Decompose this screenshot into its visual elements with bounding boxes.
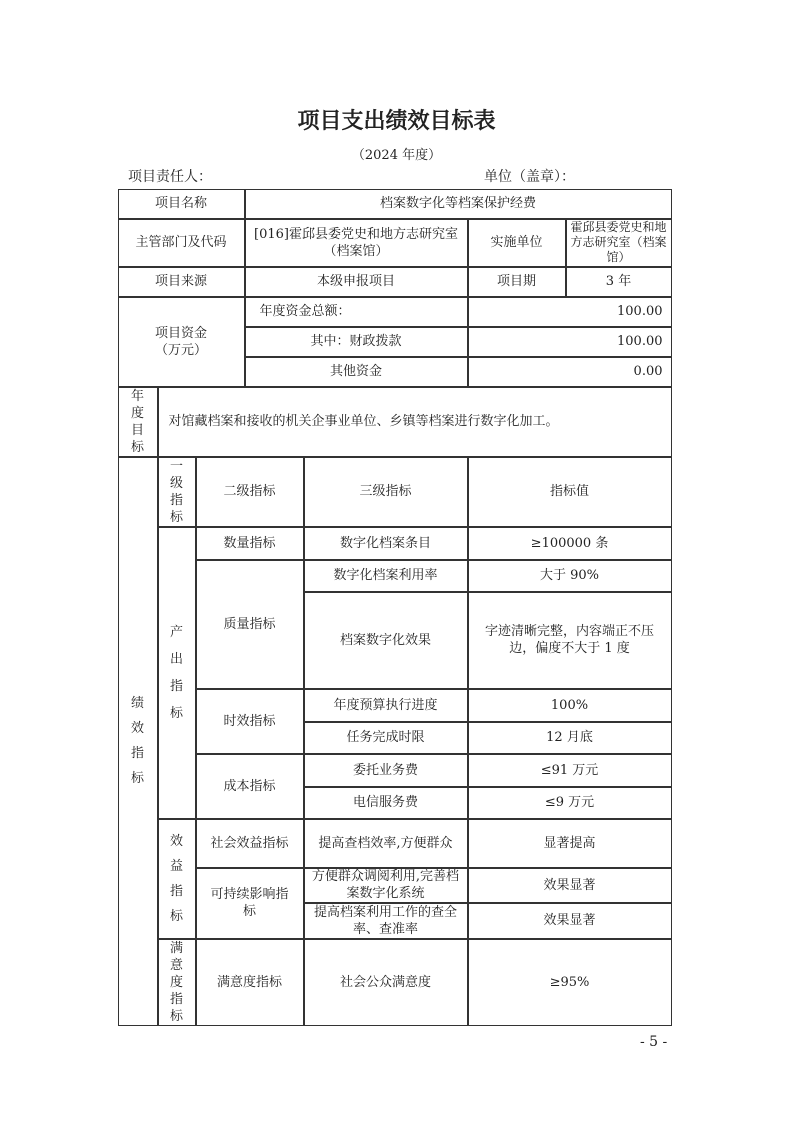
social-indicator: 社会效益指标 <box>196 819 304 868</box>
page-number: - 5 - <box>640 1034 668 1050</box>
fiscal: 100.00 <box>468 327 672 357</box>
perf-label <box>118 457 158 1026</box>
item-value: 字迹清晰完整，内容端正不压边，偏度不大于 1 度 <box>468 592 672 689</box>
source-label: 项目来源 <box>118 267 245 297</box>
item-name: 任务完成时限 <box>304 722 468 754</box>
item-value: ≤9 万元 <box>468 787 672 819</box>
header-value: 指标值 <box>468 457 672 527</box>
satisfaction-level2: 满意度指标 <box>196 939 304 1026</box>
item-name: 提高查档效率,方便群众 <box>304 819 468 868</box>
item-name: 数字化档案条目 <box>304 527 468 560</box>
item-name: 委托业务费 <box>304 754 468 787</box>
output-indicator <box>158 527 196 819</box>
other-label: 其他资金 <box>245 357 468 387</box>
dept-label: 主管部门及代码 <box>118 219 245 267</box>
item-value: 效果显著 <box>468 868 672 903</box>
header-level3: 三级指标 <box>304 457 468 527</box>
goal: 对馆藏档案和接收的机关企事业单位、乡镇等档案进行数字化加工。 <box>158 387 672 457</box>
period: 3 年 <box>566 267 672 297</box>
item-name: 方便群众调阅利用,完善档案数字化系统 <box>304 868 468 903</box>
quantity-indicator: 数量指标 <box>196 527 304 560</box>
timeliness-indicator: 时效指标 <box>196 689 304 754</box>
satisfaction-indicator-text: 满意度指标 <box>169 940 183 1024</box>
goal-label-text: 年度目标 <box>130 388 144 455</box>
item-value: ≥100000 条 <box>468 527 672 560</box>
project-name: 档案数字化等档案保护经费 <box>245 189 672 219</box>
dept: [016]霍邱县委党史和地方志研究室（档案馆） <box>245 219 468 267</box>
item-value: ≤91 万元 <box>468 754 672 787</box>
item-name: 提高档案利用工作的查全率、查准率 <box>304 903 468 939</box>
source: 本级申报项目 <box>245 267 468 297</box>
goal-label <box>118 387 158 457</box>
item-value: 显著提高 <box>468 819 672 868</box>
other: 0.00 <box>468 357 672 387</box>
sustain-indicator: 可持续影响指标 <box>196 868 304 939</box>
period-label: 项目期 <box>468 267 566 297</box>
benefit-indicator <box>158 819 196 939</box>
item-name: 档案数字化效果 <box>304 592 468 689</box>
impl-label: 实施单位 <box>468 219 566 267</box>
fund-label: 项目资金（万元） <box>118 297 245 387</box>
item-value: 100% <box>468 689 672 722</box>
total-label: 年度资金总额： <box>245 297 468 327</box>
item-name: 社会公众满意度 <box>304 939 468 1026</box>
page-title: 项目支出绩效目标表 <box>297 108 496 134</box>
quality-indicator: 质量指标 <box>196 560 304 689</box>
item-value: ≥95% <box>468 939 672 1026</box>
item-name: 年度预算执行进度 <box>304 689 468 722</box>
header-level2: 二级指标 <box>196 457 304 527</box>
unit-label: 单位（盖章）： <box>484 169 575 185</box>
project-name-label: 项目名称 <box>118 189 245 219</box>
fiscal-label: 其中：财政拨款 <box>245 327 468 357</box>
perf-label-text: 绩效指标 <box>130 696 144 786</box>
impl: 霍邱县委党史和地方志研究室（档案馆） <box>566 219 672 267</box>
item-value: 12 月底 <box>468 722 672 754</box>
header-level1-text: 一级指标 <box>169 458 183 525</box>
item-name: 电信服务费 <box>304 787 468 819</box>
output-indicator-text: 产出指标 <box>169 624 183 721</box>
item-value: 大于 90% <box>468 560 672 592</box>
item-value: 效果显著 <box>468 903 672 939</box>
satisfaction-indicator <box>158 939 196 1026</box>
year: （2024 年度） <box>351 148 442 163</box>
total: 100.00 <box>468 297 672 327</box>
responsible-label: 项目责任人： <box>128 169 212 185</box>
benefit-indicator-text: 效益指标 <box>169 833 183 924</box>
item-name: 数字化档案利用率 <box>304 560 468 592</box>
header-level1 <box>158 457 196 527</box>
cost-indicator: 成本指标 <box>196 754 304 819</box>
